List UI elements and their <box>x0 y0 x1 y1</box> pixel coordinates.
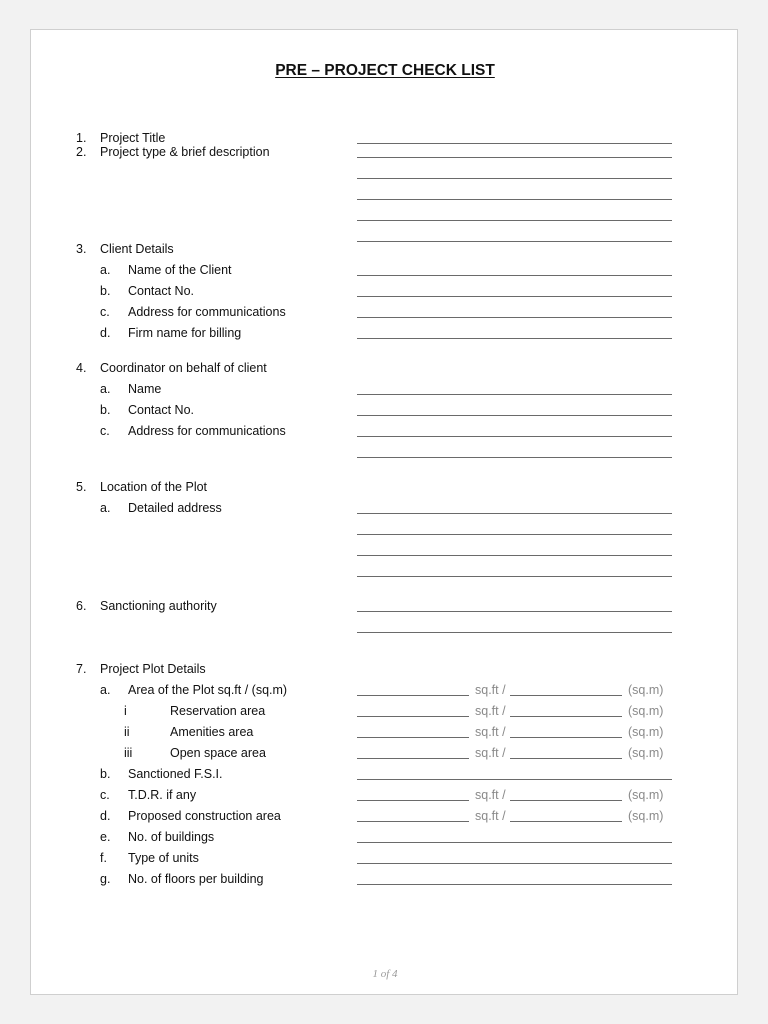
sub-mark: b. <box>100 284 111 298</box>
sqm-fill-line[interactable] <box>510 695 622 696</box>
sub-mark: a. <box>100 263 111 277</box>
sqm-fill-line[interactable] <box>510 800 622 801</box>
item-number: 5. <box>76 480 87 494</box>
sqm-unit: (sq.m) <box>628 788 664 802</box>
sub-mark: a. <box>100 382 111 396</box>
sub-label: T.D.R. if any <box>128 788 197 802</box>
item-label-coordinator: Coordinator on behalf of client <box>100 361 267 375</box>
fill-line[interactable] <box>357 178 672 179</box>
sub-mark: e. <box>100 830 111 844</box>
sqft-unit: sq.ft / <box>475 809 506 823</box>
sqft-unit: sq.ft / <box>475 746 506 760</box>
fill-line[interactable] <box>357 143 672 144</box>
item-label-project-type: Project type & brief description <box>100 145 270 159</box>
sub-mark: f. <box>100 851 107 865</box>
sub-label: Name <box>128 382 162 396</box>
fill-line[interactable] <box>357 296 672 297</box>
document-page <box>30 29 738 995</box>
sub-label: Detailed address <box>128 501 222 515</box>
sub-label: Address for communications <box>128 424 286 438</box>
roman-label: Open space area <box>170 746 266 760</box>
sub-label: Contact No. <box>128 403 195 417</box>
fill-line[interactable] <box>357 157 672 158</box>
page-number: 1 of 4 <box>372 968 398 980</box>
sub-mark: d. <box>100 809 111 823</box>
sub-label: Area of the Plot sq.ft / (sq.m) <box>128 683 288 697</box>
sub-label: No. of floors per building <box>128 872 264 886</box>
item-number: 2. <box>76 145 87 159</box>
fill-line[interactable] <box>357 779 672 780</box>
item-label-client-details: Client Details <box>100 242 174 256</box>
sqm-unit: (sq.m) <box>628 704 664 718</box>
item-number: 6. <box>76 599 87 613</box>
sqm-unit: (sq.m) <box>628 809 664 823</box>
fill-line[interactable] <box>357 555 672 556</box>
fill-line[interactable] <box>357 513 672 514</box>
sub-label: Name of the Client <box>128 263 232 277</box>
fill-line[interactable] <box>357 534 672 535</box>
fill-line[interactable] <box>357 611 672 612</box>
sub-mark: c. <box>100 305 110 319</box>
sub-mark: a. <box>100 683 111 697</box>
sub-label: Sanctioned F.S.I. <box>128 767 223 781</box>
sqm-fill-line[interactable] <box>510 821 622 822</box>
sqft-unit: sq.ft / <box>475 725 506 739</box>
fill-line[interactable] <box>357 317 672 318</box>
fill-line[interactable] <box>357 220 672 221</box>
sqft-fill-line[interactable] <box>357 716 469 717</box>
sub-mark: g. <box>100 872 111 886</box>
roman-mark: i <box>124 704 127 718</box>
fill-line[interactable] <box>357 457 672 458</box>
sqft-fill-line[interactable] <box>357 800 469 801</box>
sqft-unit: sq.ft / <box>475 683 506 697</box>
item-number: 4. <box>76 361 87 375</box>
sub-label: Type of units <box>128 851 199 865</box>
sqm-fill-line[interactable] <box>510 758 622 759</box>
page-title: PRE – PROJECT CHECK LIST <box>275 62 495 79</box>
fill-line[interactable] <box>357 338 672 339</box>
fill-line[interactable] <box>357 241 672 242</box>
item-label-plot-details: Project Plot Details <box>100 662 206 676</box>
sub-label: Contact No. <box>128 284 195 298</box>
sub-mark: c. <box>100 424 110 438</box>
item-label-location: Location of the Plot <box>100 480 208 494</box>
sub-mark: d. <box>100 326 111 340</box>
fill-line[interactable] <box>357 415 672 416</box>
fill-line[interactable] <box>357 884 672 885</box>
sqm-unit: (sq.m) <box>628 683 664 697</box>
roman-label: Reservation area <box>170 704 266 718</box>
sqm-fill-line[interactable] <box>510 716 622 717</box>
sqft-fill-line[interactable] <box>357 758 469 759</box>
fill-line[interactable] <box>357 394 672 395</box>
roman-mark: iii <box>124 746 133 760</box>
sub-label: Firm name for billing <box>128 326 242 340</box>
sub-mark: b. <box>100 767 111 781</box>
sub-label: Address for communications <box>128 305 286 319</box>
sqm-unit: (sq.m) <box>628 746 664 760</box>
sub-mark: a. <box>100 501 111 515</box>
sub-label: No. of buildings <box>128 830 215 844</box>
item-number: 3. <box>76 242 87 256</box>
fill-line[interactable] <box>357 199 672 200</box>
fill-line[interactable] <box>357 275 672 276</box>
sqm-unit: (sq.m) <box>628 725 664 739</box>
sub-mark: c. <box>100 788 110 802</box>
item-number: 7. <box>76 662 87 676</box>
fill-line[interactable] <box>357 842 672 843</box>
sqft-unit: sq.ft / <box>475 704 506 718</box>
fill-line[interactable] <box>357 576 672 577</box>
sqft-unit: sq.ft / <box>475 788 506 802</box>
sqm-fill-line[interactable] <box>510 737 622 738</box>
sqft-fill-line[interactable] <box>357 737 469 738</box>
item-label-project-title: Project Title <box>100 131 166 145</box>
fill-line[interactable] <box>357 632 672 633</box>
item-number: 1. <box>76 131 87 145</box>
roman-mark: ii <box>124 725 130 739</box>
sqft-fill-line[interactable] <box>357 695 469 696</box>
sqft-fill-line[interactable] <box>357 821 469 822</box>
sub-label: Proposed construction area <box>128 809 281 823</box>
sub-mark: b. <box>100 403 111 417</box>
roman-label: Amenities area <box>170 725 254 739</box>
fill-line[interactable] <box>357 436 672 437</box>
fill-line[interactable] <box>357 863 672 864</box>
item-label-sanctioning: Sanctioning authority <box>100 599 217 613</box>
